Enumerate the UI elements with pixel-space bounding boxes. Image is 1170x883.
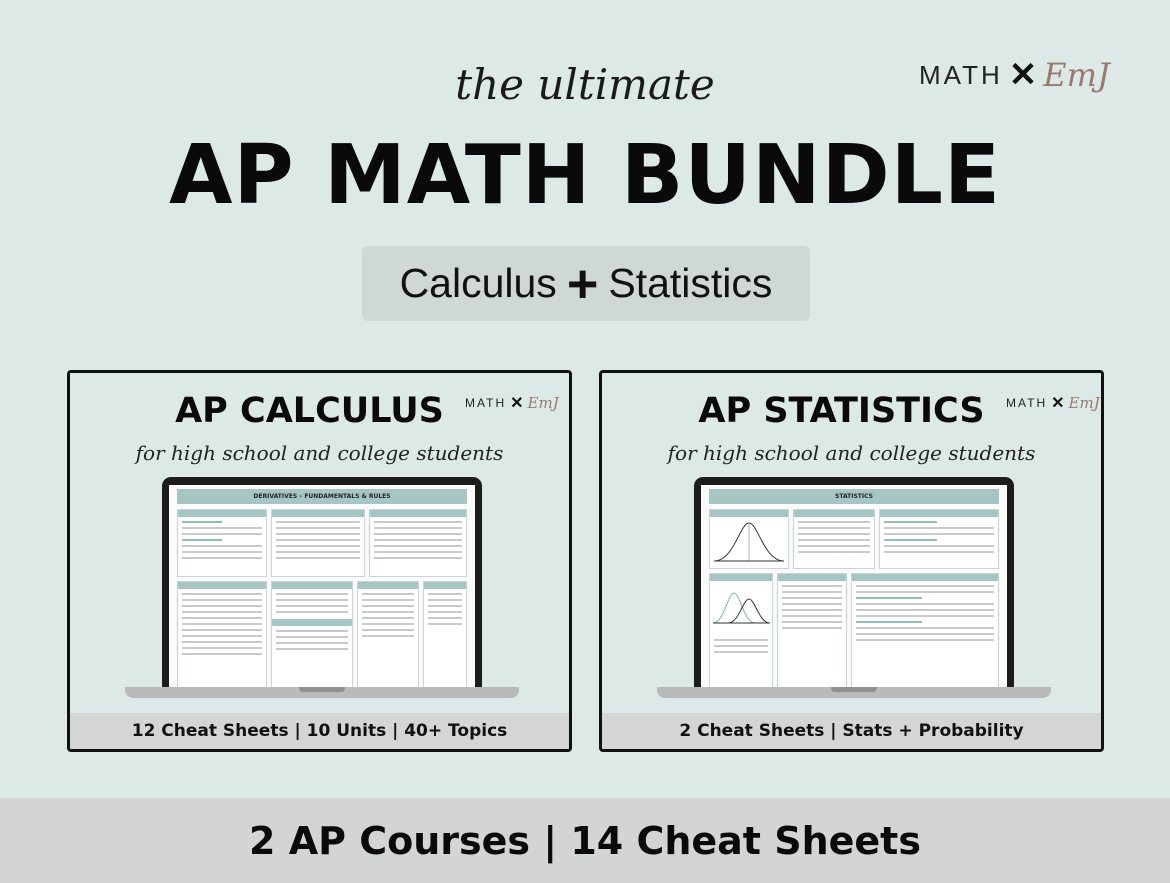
sheet-title: STATISTICS: [709, 489, 999, 504]
card-brand-logo: [465, 393, 559, 413]
header-subtitle: the ultimate: [455, 60, 715, 109]
sheet-panel: [177, 509, 267, 577]
cheat-sheet-preview: [701, 485, 1007, 687]
calculus-card: [67, 370, 572, 752]
laptop-notch: [299, 687, 345, 692]
sheet-panel: [271, 581, 353, 687]
laptop-screen: [694, 477, 1014, 687]
distribution-graph-icon: [710, 581, 772, 631]
brand-signature: EmJ: [1043, 56, 1110, 94]
sheet-panel: [177, 581, 267, 687]
laptop-mockup: [657, 477, 1051, 691]
laptop-screen: [162, 477, 482, 687]
card-title: AP CALCULUS: [175, 391, 444, 431]
page-title: AP MATH BUNDLE: [169, 128, 1001, 223]
brand-x-icon: ✕: [1008, 56, 1038, 94]
sheet-panel: [709, 509, 789, 569]
brand-signature: EmJ: [527, 394, 559, 412]
laptop-notch: [831, 687, 877, 692]
brand-signature: EmJ: [1068, 394, 1100, 412]
card-footer: 2 Cheat Sheets | Stats + Probability: [602, 713, 1101, 749]
brand-text: MATH: [919, 59, 1003, 90]
brand-text: MATH: [465, 396, 507, 410]
sheet-panel: [879, 509, 999, 569]
sheet-panel: [777, 573, 847, 687]
brand-x-icon: ✕: [510, 395, 524, 412]
sheet-panel: [369, 509, 467, 577]
brand-x-icon: ✕: [1051, 395, 1065, 412]
laptop-mockup: [125, 477, 519, 691]
cheat-sheet-preview: [169, 485, 475, 687]
card-title: AP STATISTICS: [698, 391, 985, 431]
card-brand-logo: [1006, 393, 1100, 413]
sheet-panel: [793, 509, 875, 569]
statistics-card: [599, 370, 1104, 752]
plus-icon: +: [566, 253, 599, 314]
card-footer: 12 Cheat Sheets | 10 Units | 40+ Topics: [70, 713, 569, 749]
sheet-title: DERIVATIVES – FUNDAMENTALS & RULES: [177, 489, 467, 504]
pill-statistics: Statistics: [608, 260, 773, 306]
bottom-banner: 2 AP Courses | 14 Cheat Sheets: [0, 798, 1170, 883]
brand-text: MATH: [1006, 396, 1048, 410]
card-subtitle: for high school and college students: [667, 441, 1036, 465]
pill-calculus: Calculus: [399, 260, 557, 306]
subjects-pill: [362, 246, 810, 321]
card-subtitle: for high school and college students: [135, 441, 504, 465]
sheet-panel: [357, 581, 419, 687]
sheet-panel: [851, 573, 999, 687]
sheet-panel: [423, 581, 467, 687]
sheet-panel: [709, 573, 773, 687]
normal-curve-icon: [710, 517, 788, 567]
sheet-panel: [271, 509, 365, 577]
